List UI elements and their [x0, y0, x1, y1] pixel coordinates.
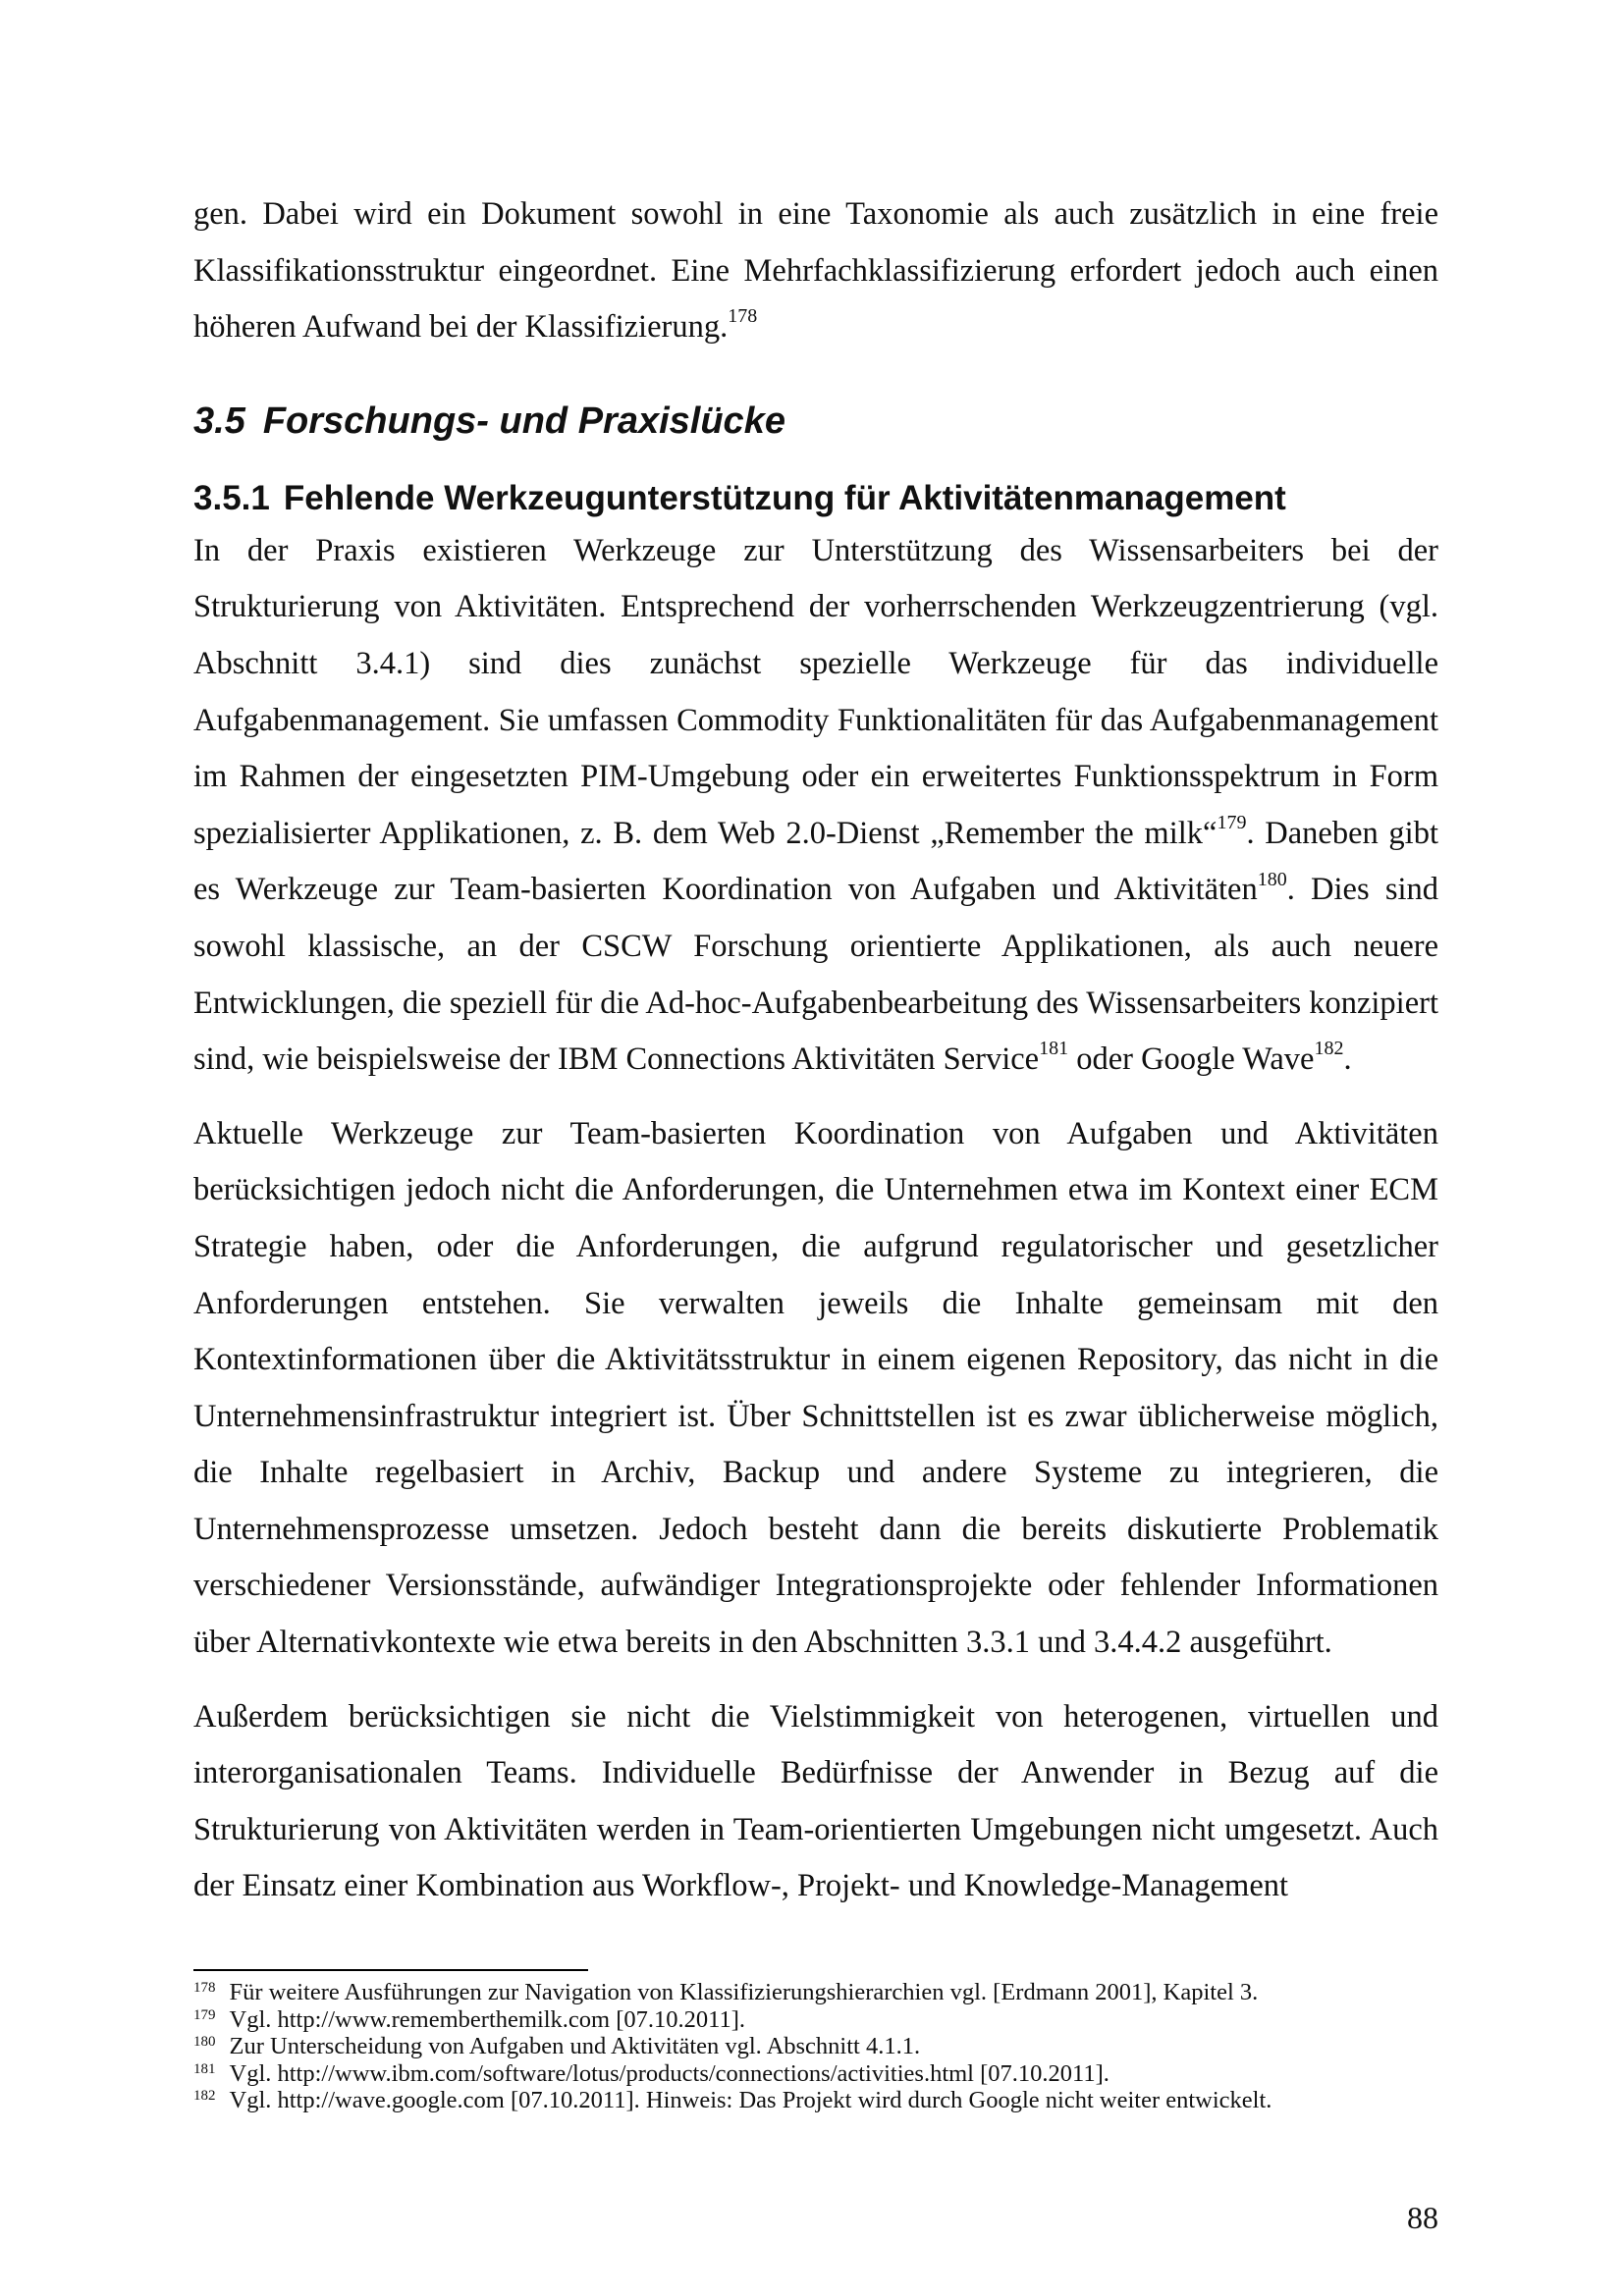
footnote-number: 180: [193, 2034, 216, 2050]
footnote-text: Für weitere Ausführungen zur Navigation von Klassifizierungshierarchien vgl. [Erdmann 2001], Kapitel 3.: [229, 1979, 1259, 2005]
paragraph-1-text-b: . Daneben gibt es Werkzeuge zur Team-basierten Koordination von Aufgaben und Aktivitäten: [193, 815, 1438, 908]
footnote-182: [193, 2087, 1438, 2114]
footnote-181: [193, 2060, 1438, 2088]
footnote-text: Vgl. http://www.rememberthemilk.com [07.10.2011].: [229, 2005, 746, 2033]
subsection-number: 3.5.1: [193, 478, 270, 517]
page-number: 88: [1407, 2200, 1438, 2235]
paragraph-1-text-c: . Dies sind sowohl klassische, an der CSCW Forschung orientierte Applikationen, als auch neuere Entwicklungen, die speziell für die Ad-hoc-Aufgabenbearbeitung des Wissensarbeiters konzipiert sind, wie beispielsweise der IBM Connections Aktivitäten Service: [193, 872, 1438, 1078]
paragraph-1-text-e: .: [1343, 1041, 1352, 1078]
footnote-ref-182[interactable]: 182: [1314, 1038, 1344, 1060]
footnote-number: 178: [193, 1980, 216, 1996]
footnotes: [193, 1979, 1438, 2114]
paragraph-2: Aktuelle Werkzeuge zur Team-basierten Koordination von Aufgaben und Aktivitäten berücksichtigen jedoch nicht die Anforderungen, die Unternehmen etwa im Kontext einer ECM Strategie haben, oder die Anforderungen, die aufgrund regulatorischer und gesetzlicher Anforderungen entstehen. Sie verwalten jeweils die Inhalte gemeinsam mit den Kontextinformationen über die Aktivitätsstruktur in einem eigenen Repository, das nicht in die Unternehmensinfrastruktur integriert ist. Über Schnittstellen ist es zwar üblicherweise möglich, die Inhalte regelbasiert in Archiv, Backup und andere Systeme zu integrieren, die Unternehmensprozesse umsetzen. Jedoch besteht dann die bereits diskutierte Problematik verschiedener Versionsstände, aufwändiger Integrationsprojekte oder fehlender Informationen über Alternativkontexte wie etwa bereits in den Abschnitten 3.3.1 und 3.4.4.2 ausgeführt.: [193, 1115, 1438, 1661]
body-text: [193, 187, 1438, 1915]
subsection-title: Fehlende Werkzeugunterstützung für Aktivitätenmanagement: [283, 478, 1286, 517]
footnote-ref-178[interactable]: 178: [728, 305, 758, 328]
subsection-heading: [193, 474, 1438, 523]
footnote-text: Zur Unterscheidung von Aufgaben und Aktivitäten vgl. Abschnitt 4.1.1.: [229, 2033, 921, 2059]
footnote-text: Vgl. http://www.ibm.com/software/lotus/products/connections/activities.html [07.10.2011].: [229, 2059, 1109, 2087]
paragraph-3: Außerdem berücksichtigen sie nicht die Vielstimmigkeit von heterogenen, virtuellen und interorganisationalen Teams. Individuelle Bedürfnisse der Anwender in Bezug auf die Strukturierung von Aktivitäten werden in Team-orientierten Umgebungen nicht umgesetzt. Auch der Einsatz einer Kombination aus Workflow-, Projekt- und Knowledge-Management: [193, 1698, 1438, 1904]
paragraph-1-text-d: oder Google Wave: [1068, 1041, 1315, 1078]
paragraph-1-text-a: In der Praxis existieren Werkzeuge zur Unterstützung des Wissensarbeiters bei der Strukturierung von Aktivitäten. Entsprechend der vorherrschenden Werkzeugzentrierung (vgl. Abschnitt 3.4.1) sind dies zunächst spezielle Werkzeuge für das individuelle Aufgabenmanagement. Sie umfassen Commodity Funktionalitäten für das Aufgabenmanagement im Rahmen der eingesetzten PIM-Umgebung oder ein erweitertes Funktionsspektrum in Form spezialisierter Applikationen, z. B. dem Web 2.0-Dienst „Remember the milk“: [193, 532, 1438, 851]
footnote-ref-179[interactable]: 179: [1217, 811, 1247, 833]
paragraph-1: [193, 523, 1438, 1089]
section-number: 3.5: [193, 400, 245, 442]
footnote-separator: [193, 1969, 588, 1971]
paragraph-intro: [193, 187, 1438, 356]
footnote-178: [193, 1979, 1438, 2006]
footnote-ref-180[interactable]: 180: [1257, 868, 1287, 890]
section-heading: [193, 394, 1438, 449]
footnote-text: Vgl. http://wave.google.com [07.10.2011]. Hinweis: Das Projekt wird durch Google nicht weiter entwickelt.: [229, 2087, 1272, 2113]
paragraph-intro-text: gen. Dabei wird ein Dokument sowohl in eine Taxonomie als auch zusätzlich in eine freie Klassifikationsstruktur eingeordnet. Eine Mehrfachklassifizierung erfordert jedoch auch einen höheren Aufwand bei der Klassifizierung.: [193, 196, 1438, 346]
footnote-180: [193, 2033, 1438, 2060]
footnote-number: 181: [193, 2060, 216, 2077]
footnote-ref-181[interactable]: 181: [1039, 1038, 1069, 1060]
footnote-number: 179: [193, 2006, 216, 2023]
footnote-179: [193, 2006, 1438, 2034]
section-title: Forschungs- und Praxislücke: [262, 400, 785, 442]
footnote-number: 182: [193, 2088, 216, 2104]
